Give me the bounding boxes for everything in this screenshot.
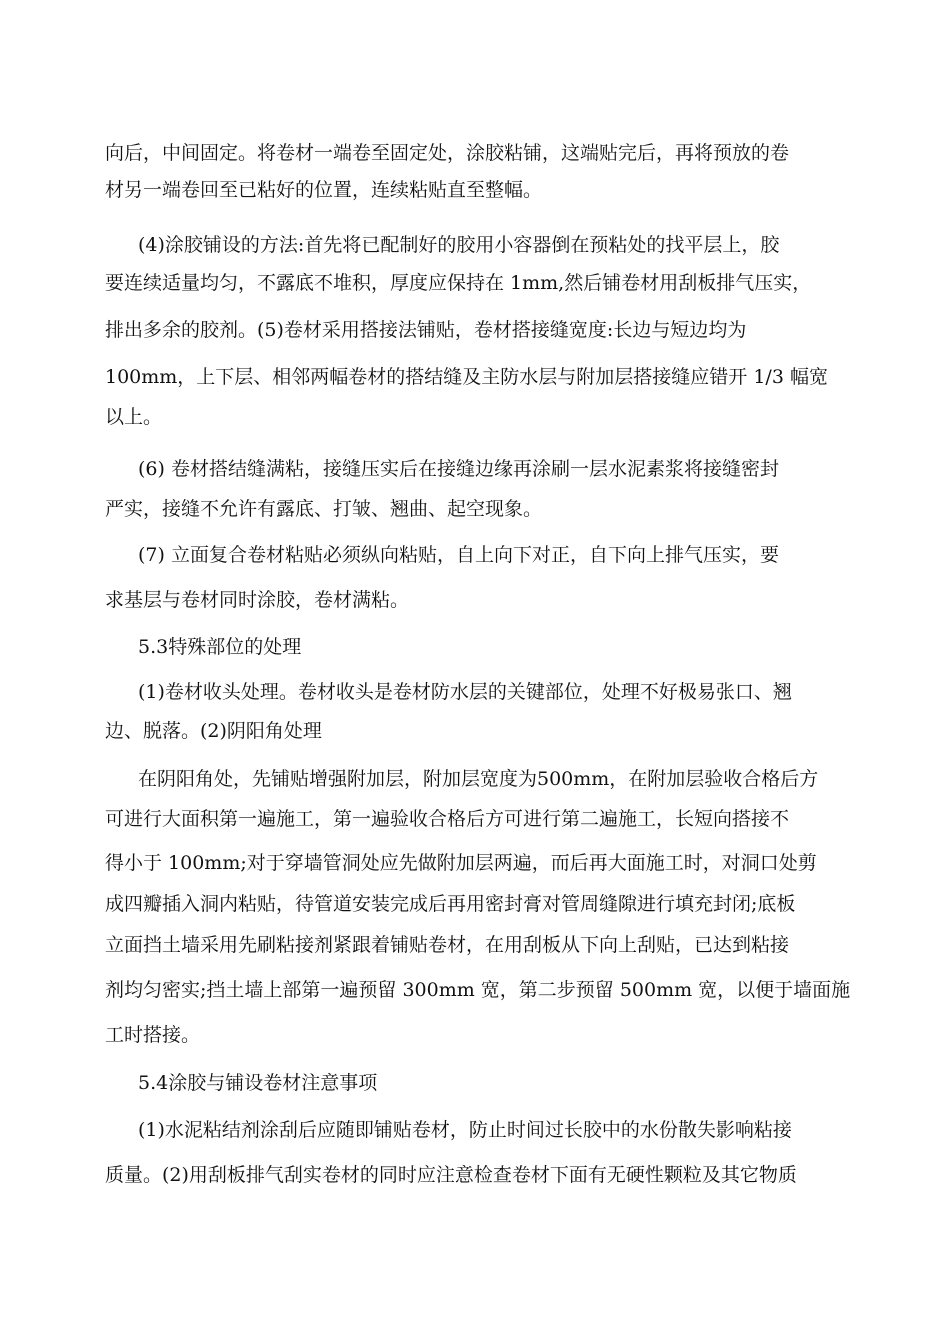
text-line: 材另一端卷回至已粘好的位置，连续粘贴直至整幅。 — [105, 179, 543, 201]
section-heading-5-4: 5.4涂胶与铺设卷材注意事项 — [138, 1072, 378, 1094]
paragraph-start: (1)卷材收头处理。卷材收头是卷材防水层的关键部位，处理不好极易张口、翘 — [138, 681, 792, 703]
text-line: 排出多余的胶剂。(5)卷材采用搭接法铺贴，卷材搭接缝宽度:长边与短边均为 — [105, 319, 747, 341]
text-line: 得小于 100mm;对于穿墙管洞处应先做附加层两遍，而后再大面施工时，对洞口处剪 — [105, 852, 817, 874]
text-line: 质量。(2)用刮板排气刮实卷材的同时应注意检查卷材下面有无硬性颗粒及其它物质 — [105, 1164, 797, 1186]
text-line: 剂均匀密实;挡土墙上部第一遍预留 300mm 宽，第二步预留 500mm 宽，以便于墙面施 — [105, 979, 851, 1001]
paragraph-7-start: (7) 立面复合卷材粘贴必须纵向粘贴，自上向下对正，自下向上排气压实，要 — [138, 544, 779, 566]
text-line: 边、脱落。(2)阴阳角处理 — [105, 720, 322, 742]
section-heading-5-3: 5.3特殊部位的处理 — [138, 636, 302, 658]
text-line: 以上。 — [105, 406, 163, 428]
paragraph-6-start: (6) 卷材搭结缝满粘，接缝压实后在接缝边缘再涂刷一层水泥素浆将接缝密封 — [138, 458, 779, 480]
paragraph-4-start: (4)涂胶铺设的方法:首先将已配制好的胶用小容器倒在预粘处的找平层上，胶 — [138, 234, 780, 256]
text-line: 可进行大面积第一遍施工，第一遍验收合格后方可进行第二遍施工，长短向搭接不 — [105, 808, 790, 830]
text-line: 向后，中间固定。将卷材一端卷至固定处，涂胶粘铺，这端贴完后，再将预放的卷 — [105, 142, 790, 164]
text-line: 100mm，上下层、相邻两幅卷材的搭结缝及主防水层与附加层搭接缝应错开 1/3 幅宽 — [105, 366, 828, 388]
paragraph-start: (1)水泥粘结剂涂刮后应随即铺贴卷材，防止时间过长胶中的水份散失影响粘接 — [138, 1119, 792, 1141]
text-line: 工时搭接。 — [105, 1024, 201, 1046]
text-line: 严实，接缝不允许有露底、打皱、翘曲、起空现象。 — [105, 498, 543, 520]
text-line: 要连续适量均匀，不露底不堆积，厚度应保持在 1mm,然后铺卷材用刮板排气压实， — [105, 272, 812, 294]
text-line: 求基层与卷材同时涂胶，卷材满粘。 — [105, 589, 410, 611]
text-line: 立面挡土墙采用先刷粘接剂紧跟着铺贴卷材，在用刮板从下向上刮贴，已达到粘接 — [105, 934, 790, 956]
paragraph-start: 在阴阳角处，先铺贴增强附加层，附加层宽度为500mm，在附加层验收合格后方 — [138, 768, 819, 790]
text-line: 成四瓣插入洞内粘贴，待管道安装完成后再用密封膏对管周缝隙进行填充封闭;底板 — [105, 893, 796, 915]
